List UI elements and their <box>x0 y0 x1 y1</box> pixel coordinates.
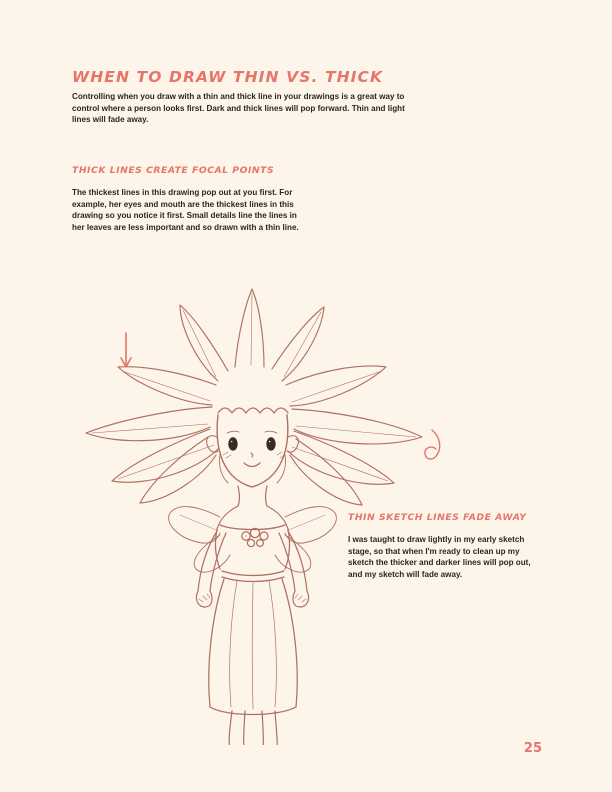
page-title: WHEN TO DRAW THIN VS. THICK <box>72 68 384 87</box>
page-number: 25 <box>523 741 542 756</box>
flower-fairy-character-sketch <box>60 255 530 745</box>
section-thick-lines-heading: THICK LINES CREATE FOCAL POINTS <box>72 165 275 176</box>
section-thin-lines-body: I was taught to draw lightly in my early sketch stage, so that when I'm ready to clean up my sketch the thicker and darker lines will pop out, and my sketch will fade away. <box>348 535 531 579</box>
intro-paragraph: Controlling when you draw with a thin and thick line in your drawings is a great way to control where a person looks first. Dark and thick lines will pop forward. Thin and light lines will fade away. <box>72 92 405 125</box>
section-thick-lines <box>72 165 307 233</box>
section-thin-lines-heading: THIN SKETCH LINES FADE AWAY <box>348 512 527 523</box>
section-thick-lines-body: The thickest lines in this drawing pop out at you first. For example, her eyes and mouth are the thickest lines in this drawing so you notice it first. Small details line the lines in her leaves are less important and so drawn with a thin line. <box>72 188 299 232</box>
